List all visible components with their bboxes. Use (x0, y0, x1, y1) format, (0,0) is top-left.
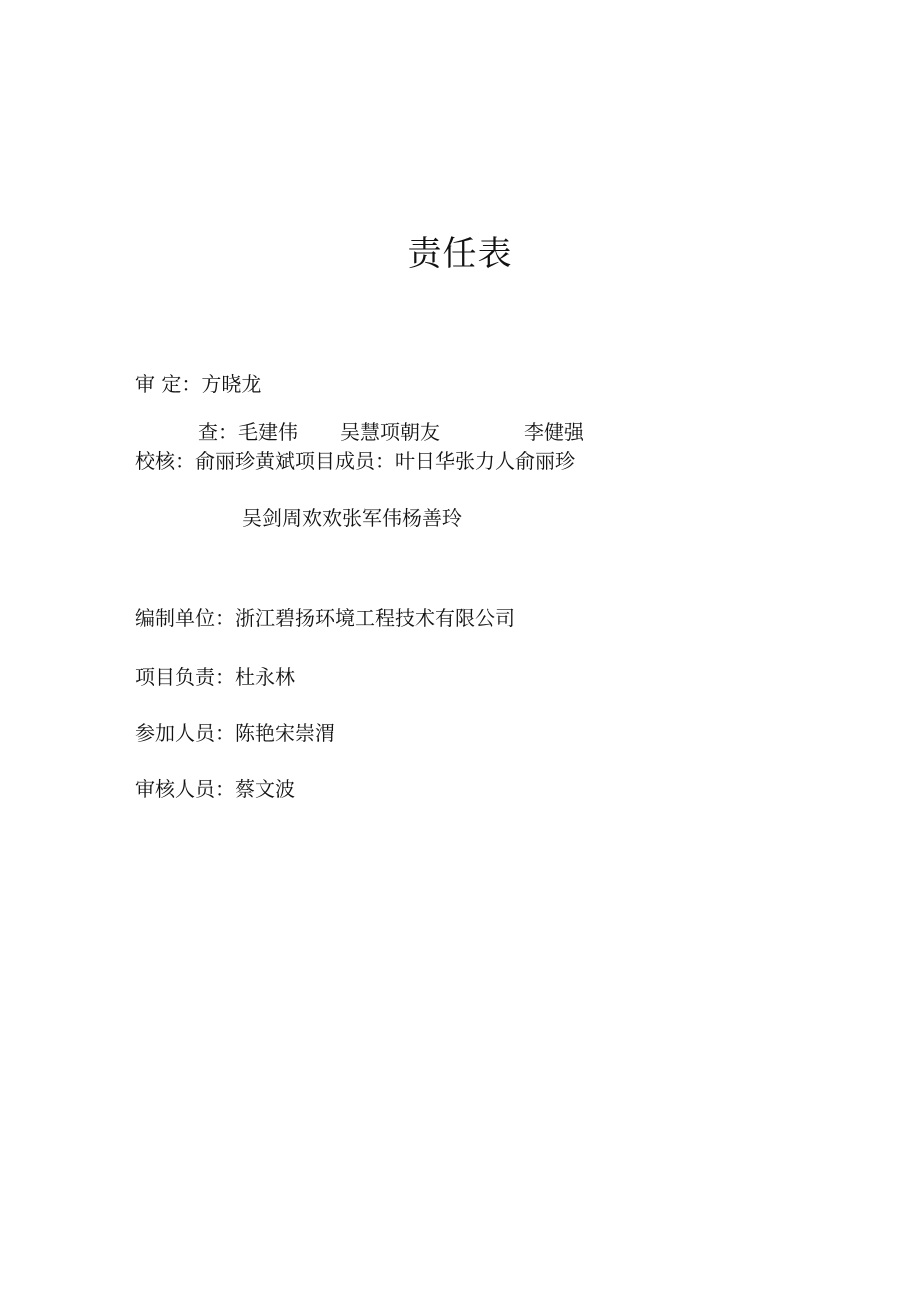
compiler-line: 编制单位：浙江碧扬环境工程技术有限公司 (135, 606, 515, 630)
participants-line: 参加人员：陈艳宋崇渭 (135, 721, 335, 745)
review-line: 查：毛建伟 (198, 420, 298, 444)
review-name-2: 吴慧项朝友 (340, 420, 440, 444)
members-continued-line: 吴剑周欢欢张军伟杨善玲 (242, 506, 462, 530)
review-name-3: 李健强 (524, 420, 584, 444)
project-lead-line: 项目负责：杜永林 (135, 665, 295, 689)
auditor-line: 审核人员：蔡文波 (135, 777, 295, 801)
approval-line: 审 定：方晓龙 (135, 372, 262, 396)
checker-members-line: 校核：俞丽珍黄斌项目成员：叶日华张力人俞丽珍 (135, 449, 575, 473)
document-title: 责任表 (407, 234, 513, 274)
